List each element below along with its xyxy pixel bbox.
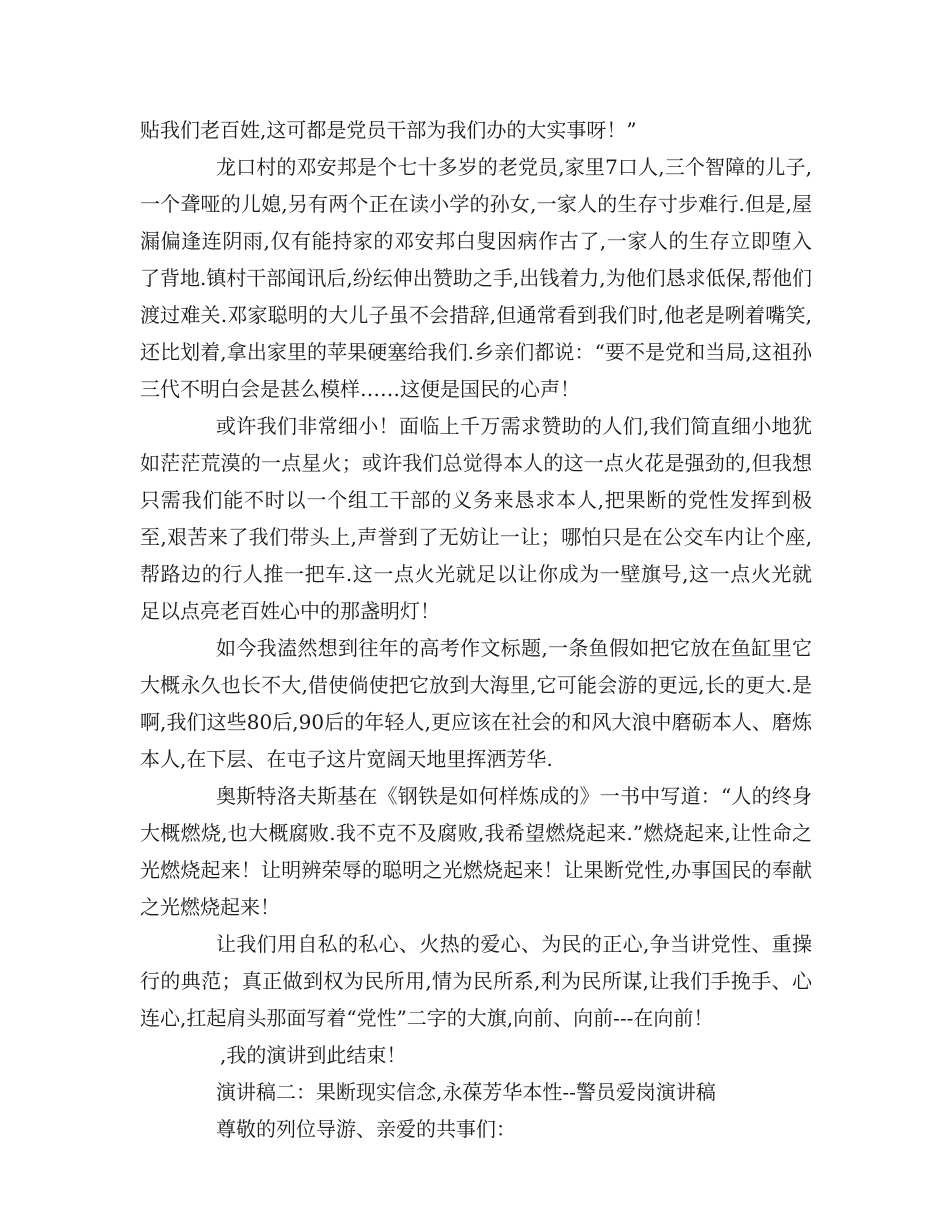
- paragraph-exam-essay: 如今我溘然想到往年的高考作文标题,一条鱼假如把它放在鱼缸里它大概永久也长不大,借使倘使把它放到大海里,它可能会游的更远,长的更大.是啊,我们这些80后,90后的年轻人,更应该在社会的和风大浪中磨砺本人、磨炼本人,在下层、在屯子这片宽阔天地里挥洒芳华.: [140, 636, 812, 771]
- paragraph-continuation: 贴我们老百姓,这可都是党员干部为我们办的大实事呀！”: [140, 118, 637, 142]
- document-body: [140, 112, 812, 1148]
- paragraph-deng-anbang: 龙口村的邓安邦是个七十多岁的老党员,家里7口人,三个智障的儿子,一个聋哑的儿媳,另有两个正在读小学的孙女,一家人的生存寸步难行.但是,屋漏偏逢连阴雨,仅有能持家的邓安邦白叟因病作古了,一家人的生存立即堕入了背地.镇村干部闻讯后,纷纭伸出赞助之手,出钱着力,为他们恳求低保,帮他们渡过难关.邓家聪明的大儿子虽不会措辞,但通常看到我们时,他老是咧着嘴笑,还比划着,拿出家里的苹果硬塞给我们.乡亲们都说：“要不是党和当局,这祖孙三代不明白会是甚么模样……这便是国民的心声！: [140, 155, 812, 401]
- paragraph-small-spark: 或许我们非常细小！面临上千万需求赞助的人们,我们简直细小地犹如茫茫荒漠的一点星火；或许我们总觉得本人的这一点火花是强劲的,但我想只需我们能不时以一个组工干部的义务来恳求本人,把果断的党性发挥到极至,艰苦来了我们带头上,声誉到了无妨让一让；哪怕只是在公交车内让个座,帮路边的行人推一把车.这一点火光就足以让你成为一壁旗号,这一点火光就足以点亮老百姓心中的那盏明灯！: [140, 414, 812, 623]
- speech-two-greeting: 尊敬的列位导游、亲爱的共事们：: [216, 1117, 516, 1141]
- paragraph-closing: ,我的演讲到此结束！: [220, 1043, 407, 1067]
- paragraph-ostrovsky-quote: 奥斯特洛夫斯基在《钢铁是如何样炼成的》一书中写道：“人的终身大概燃烧,也大概腐败.我不克不及腐败,我希望燃烧起来.”燃烧起来,让性命之光燃烧起来！让明辨荣辱的聪明之光燃烧起来！让果断党性,办事国民的奉献之光燃烧起来！: [140, 784, 812, 919]
- paragraph-call-to-action: 让我们用自私的私心、火热的爱心、为民的正心,争当讲党性、重操行的典范；真正做到权为民所用,情为民所系,利为民所谋,让我们手挽手、心连心,扛起肩头那面写着“党性”二字的大旗,向前、向前---在向前！: [140, 932, 812, 1030]
- speech-two-title: 演讲稿二：果断现实信念,永葆芳华本性--警员爱岗演讲稿: [216, 1080, 716, 1104]
